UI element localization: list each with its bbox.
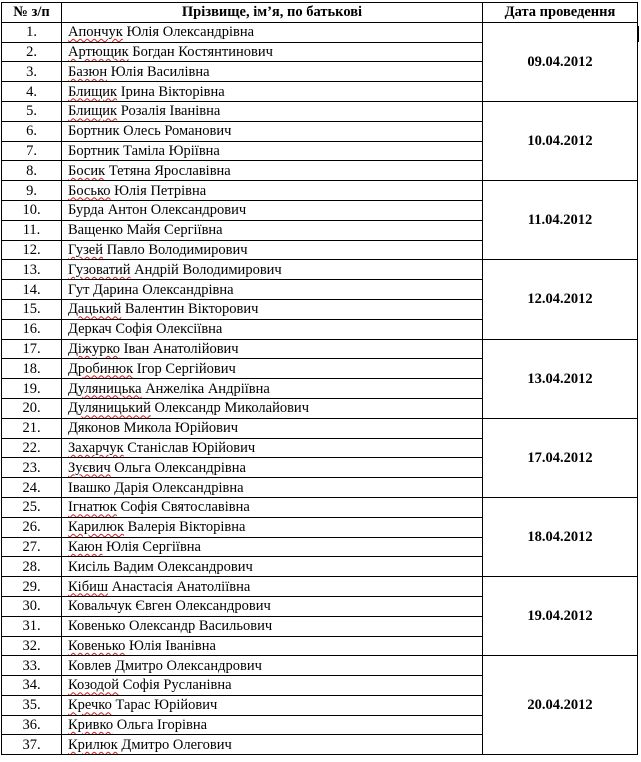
table-row <box>2 339 638 359</box>
surname: Ковальчук <box>68 598 132 615</box>
row-number: 18. <box>2 359 62 379</box>
table-row <box>2 22 638 42</box>
given-names: Станіслав Юрійович <box>127 439 256 456</box>
session-date: 11.04.2012 <box>483 181 638 260</box>
row-number: 5. <box>2 101 62 121</box>
table-body <box>2 22 638 754</box>
given-names: Валентин Вікторович <box>124 301 259 318</box>
full-name <box>62 62 483 82</box>
row-number: 27. <box>2 537 62 557</box>
table-row <box>2 577 638 597</box>
header-num: № з/п <box>2 3 62 23</box>
surname: Дуляницький <box>68 400 151 417</box>
table-row <box>2 260 638 280</box>
row-number: 7. <box>2 141 62 161</box>
session-date: 19.04.2012 <box>483 577 638 656</box>
surname: Босько <box>68 182 111 199</box>
session-date: 20.04.2012 <box>483 656 638 755</box>
full-name <box>62 22 483 42</box>
full-name <box>62 557 483 577</box>
row-number: 9. <box>2 181 62 201</box>
row-number: 23. <box>2 458 62 478</box>
session-date: 09.04.2012 <box>483 22 638 101</box>
given-names: Дмитро Олександрович <box>115 657 262 674</box>
given-names: Юлія Сергіївна <box>106 538 201 555</box>
surname: Апончук <box>68 24 123 41</box>
surname: Зуєвич <box>68 459 111 476</box>
surname: Кисіль <box>68 558 110 575</box>
full-name <box>62 220 483 240</box>
full-name <box>62 260 483 280</box>
given-names: Дарина Олександрівна <box>93 281 234 298</box>
surname: Бурда <box>68 202 105 219</box>
given-names: Євген Олександрович <box>135 598 271 615</box>
full-name <box>62 161 483 181</box>
row-number: 35. <box>2 695 62 715</box>
given-names: Юлія Олександрівна <box>126 24 255 41</box>
header-date: Дата проведення <box>483 3 638 23</box>
full-name <box>62 398 483 418</box>
surname: Бортник <box>68 142 120 159</box>
row-number: 37. <box>2 735 62 755</box>
full-name <box>62 735 483 755</box>
full-name <box>62 656 483 676</box>
given-names: Ірина Вікторівна <box>120 83 225 100</box>
table-row <box>2 656 638 676</box>
row-number: 10. <box>2 200 62 220</box>
surname: Кібиш <box>68 578 109 595</box>
given-names: Дмитро Олегович <box>121 736 232 753</box>
given-names: Ігор Сергійович <box>136 360 236 377</box>
session-date: 10.04.2012 <box>483 101 638 180</box>
full-name <box>62 299 483 319</box>
row-number: 3. <box>2 62 62 82</box>
row-number: 1. <box>2 22 62 42</box>
row-number: 34. <box>2 676 62 696</box>
header-name: Прізвище, ім’я, по батькові <box>62 3 483 23</box>
full-name <box>62 537 483 557</box>
edge-mark <box>637 26 639 42</box>
full-name <box>62 101 483 121</box>
row-number: 14. <box>2 280 62 300</box>
row-number: 22. <box>2 438 62 458</box>
surname: Блищик <box>68 103 118 120</box>
surname: Блищик <box>68 83 118 100</box>
row-number: 21. <box>2 418 62 438</box>
given-names: Олександр Васильович <box>128 618 273 635</box>
row-number: 15. <box>2 299 62 319</box>
given-names: Тетяна Ярославівна <box>108 162 231 179</box>
schedule-table <box>1 2 638 755</box>
full-name <box>62 181 483 201</box>
surname: Ковенько <box>68 618 126 635</box>
row-number: 28. <box>2 557 62 577</box>
surname: Діжурко <box>68 340 120 357</box>
full-name <box>62 695 483 715</box>
given-names: Вадим Олександрович <box>113 558 253 575</box>
row-number: 30. <box>2 596 62 616</box>
surname: Артющик <box>68 43 129 60</box>
full-name <box>62 319 483 339</box>
given-names: Богдан Костянтинович <box>132 43 273 60</box>
row-number: 24. <box>2 478 62 498</box>
row-number: 4. <box>2 82 62 102</box>
full-name <box>62 82 483 102</box>
given-names: Юлія Петрівна <box>114 182 207 199</box>
full-name <box>62 121 483 141</box>
given-names: Ольга Олександрівна <box>114 459 246 476</box>
surname: Дуляницька <box>68 380 142 397</box>
given-names: Ольга Ігорівна <box>116 717 208 734</box>
row-number: 31. <box>2 616 62 636</box>
header-row <box>2 3 638 23</box>
surname: Дяконов <box>68 420 120 437</box>
given-names: Юлія Василівна <box>110 63 210 80</box>
row-number: 32. <box>2 636 62 656</box>
full-name <box>62 240 483 260</box>
surname: Дробинюк <box>68 360 134 377</box>
table-row <box>2 181 638 201</box>
full-name <box>62 280 483 300</box>
row-number: 16. <box>2 319 62 339</box>
row-number: 8. <box>2 161 62 181</box>
given-names: Іван Анатолійович <box>123 340 239 357</box>
surname: Крилюк <box>68 736 118 753</box>
table-row <box>2 101 638 121</box>
full-name <box>62 596 483 616</box>
surname: Базюн <box>68 63 108 80</box>
given-names: Павло Володимирович <box>106 241 248 258</box>
full-name <box>62 517 483 537</box>
row-number: 11. <box>2 220 62 240</box>
full-name <box>62 438 483 458</box>
row-number: 20. <box>2 398 62 418</box>
given-names: Андрій Володимирович <box>134 261 282 278</box>
surname: Ковлев <box>68 657 112 674</box>
given-names: Антон Олександрович <box>107 202 247 219</box>
row-number: 25. <box>2 497 62 517</box>
session-date: 18.04.2012 <box>483 497 638 576</box>
surname: Ковенько <box>68 637 126 654</box>
row-number: 36. <box>2 715 62 735</box>
surname: Бортник <box>68 123 120 140</box>
surname: Ігнатюк <box>68 499 117 516</box>
given-names: Анжеліка Андріївна <box>145 380 270 397</box>
given-names: Софія Святославівна <box>120 499 250 516</box>
row-number: 12. <box>2 240 62 260</box>
surname: Гузей <box>68 241 104 258</box>
row-number: 29. <box>2 577 62 597</box>
full-name <box>62 636 483 656</box>
surname: Захарчук <box>68 439 124 456</box>
full-name <box>62 497 483 517</box>
row-number: 26. <box>2 517 62 537</box>
full-name <box>62 339 483 359</box>
given-names: Софія Русланівна <box>122 677 232 694</box>
row-number: 2. <box>2 42 62 62</box>
full-name <box>62 616 483 636</box>
surname: Карилюк <box>68 519 125 536</box>
surname: Каюн <box>68 538 103 555</box>
surname: Ващенко <box>68 222 124 239</box>
row-number: 33. <box>2 656 62 676</box>
given-names: Софія Олексіївна <box>115 321 223 338</box>
surname: Кречко <box>68 697 112 714</box>
full-name <box>62 458 483 478</box>
given-names: Майя Сергіївна <box>126 222 223 239</box>
table-row <box>2 418 638 438</box>
table-row <box>2 497 638 517</box>
row-number: 17. <box>2 339 62 359</box>
session-date: 17.04.2012 <box>483 418 638 497</box>
given-names: Микола Юрійович <box>123 420 239 437</box>
full-name <box>62 577 483 597</box>
full-name <box>62 715 483 735</box>
row-number: 13. <box>2 260 62 280</box>
session-date: 12.04.2012 <box>483 260 638 339</box>
full-name <box>62 359 483 379</box>
surname: Козодой <box>68 677 120 694</box>
surname: Босик <box>68 162 106 179</box>
given-names: Юлія Іванівна <box>128 637 216 654</box>
surname: Деркач <box>68 321 112 338</box>
given-names: Анастасія Анатоліївна <box>111 578 251 595</box>
given-names: Валерія Вікторівна <box>127 519 246 536</box>
session-date: 13.04.2012 <box>483 339 638 418</box>
given-names: Олександр Миколайович <box>154 400 309 417</box>
surname: Івашко <box>68 479 111 496</box>
surname: Дацький <box>68 301 122 318</box>
surname: Гут <box>68 281 90 298</box>
given-names: Розалія Іванівна <box>120 103 221 120</box>
row-number: 6. <box>2 121 62 141</box>
full-name <box>62 42 483 62</box>
full-name <box>62 418 483 438</box>
full-name <box>62 676 483 696</box>
surname: Гузоватий <box>68 261 131 278</box>
full-name <box>62 379 483 399</box>
given-names: Олесь Романович <box>123 123 232 140</box>
row-number: 19. <box>2 379 62 399</box>
full-name <box>62 200 483 220</box>
full-name <box>62 141 483 161</box>
given-names: Дарія Олександрівна <box>114 479 244 496</box>
full-name <box>62 478 483 498</box>
given-names: Таміла Юріївна <box>123 142 220 159</box>
surname: Кривко <box>68 717 114 734</box>
given-names: Тарас Юрійович <box>115 697 218 714</box>
